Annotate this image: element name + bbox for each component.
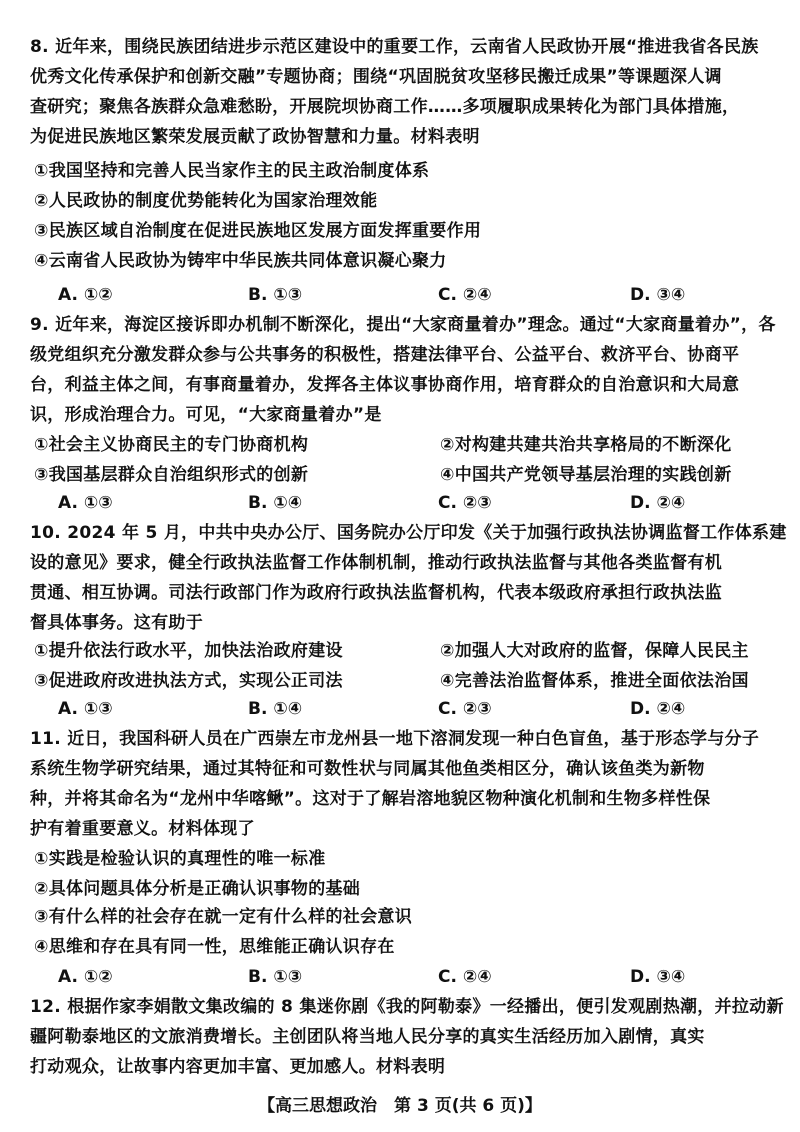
question-9-option-4: ④中国共产党领导基层治理的实践创新 <box>440 465 732 485</box>
question-9-option-2: ②对构建共建共治共享格局的不断深化 <box>440 435 732 455</box>
question-8-answer-d: D. ③④ <box>630 285 686 305</box>
question-8-answer-a: A. ①② <box>58 285 113 305</box>
question-9-answer-c: C. ②③ <box>438 493 492 513</box>
question-8-option-3: ③民族区域自治制度在促进民族地区发展方面发挥重要作用 <box>34 221 482 241</box>
question-9-option-3: ③我国基层群众自治组织形式的创新 <box>34 465 309 485</box>
question-8-option-2: ②人民政协的制度优势能转化为国家治理效能 <box>34 191 378 211</box>
question-11-option-1: ①实践是检验认识的真理性的唯一标准 <box>34 849 326 869</box>
question-11-stem-line: 种，并将其命名为“龙州中华喀鳅”。这对于了解岩溶地貌区物种演化机制和生物多样性保 <box>30 789 711 809</box>
question-11-option-2: ②具体问题具体分析是正确认识事物的基础 <box>34 879 361 899</box>
question-8-stem-line: 8. 近年来，围绕民族团结进步示范区建设中的重要工作，云南省人民政协开展“推进我省各民族 <box>30 37 759 57</box>
question-8-option-1: ①我国坚持和完善人民当家作主的民主政治制度体系 <box>34 161 430 181</box>
question-12-stem-line: 12. 根据作家李娟散文集改编的 8 集迷你剧《我的阿勒泰》一经播出，便引发观剧热潮，并拉动新 <box>30 997 784 1017</box>
question-10-answer-d: D. ②④ <box>630 699 686 719</box>
question-10-answer-b: B. ①④ <box>248 699 303 719</box>
question-11-answer-c: C. ②④ <box>438 967 492 987</box>
question-12-stem-line: 疆阿勒泰地区的文旅消费增长。主创团队将当地人民分享的真实生活经历加入剧情，真实 <box>30 1027 705 1047</box>
question-10-option-3: ③促进政府改进执法方式，实现公正司法 <box>34 671 343 691</box>
question-8-answer-b: B. ①③ <box>248 285 303 305</box>
question-9-stem-line: 识，形成治理合力。可见，“大家商量着办”是 <box>30 405 382 425</box>
question-9-option-1: ①社会主义协商民主的专门协商机构 <box>34 435 309 455</box>
question-11-stem-line: 护有着重要意义。材料体现了 <box>30 819 255 839</box>
question-8-stem-line: 查研究；聚焦各族群众急难愁盼，开展院坝协商工作……多项履职成果转化为部门具体措施， <box>30 97 740 117</box>
page-footer: 【高三思想政治 第 3 页(共 6 页)】 <box>258 1096 542 1116</box>
question-9-stem-line: 级党组织充分激发群众参与公共事务的积极性，搭建法律平台、公益平台、救济平台、协商平 <box>30 345 740 365</box>
question-11-option-3: ③有什么样的社会存在就一定有什么样的社会意识 <box>34 907 412 927</box>
question-10-stem-line: 10. 2024 年 5 月，中共中央办公厅、国务院办公厅印发《关于加强行政执法协调监督工作体系建 <box>30 523 787 543</box>
question-10-answer-c: C. ②③ <box>438 699 492 719</box>
question-11-answer-d: D. ③④ <box>630 967 686 987</box>
question-10-option-4: ④完善法治监督体系，推进全面依法治国 <box>440 671 749 691</box>
question-10-option-1: ①提升依法行政水平，加快法治政府建设 <box>34 641 343 661</box>
question-10-stem-line: 贯通、相互协调。司法行政部门作为政府行政执法监督机构，代表本级政府承担行政执法监 <box>30 583 722 603</box>
question-10-answer-a: A. ①③ <box>58 699 113 719</box>
question-10-stem-line: 督具体事务。这有助于 <box>30 613 203 633</box>
question-9-answer-a: A. ①③ <box>58 493 113 513</box>
question-11-stem-line: 系统生物学研究结果，通过其特征和可数性状与同属其他鱼类相区分，确认该鱼类为新物 <box>30 759 705 779</box>
question-8-stem-line: 为促进民族地区繁荣发展贡献了政协智慧和力量。材料表明 <box>30 127 480 147</box>
question-8-answer-c: C. ②④ <box>438 285 492 305</box>
question-9-stem-line: 9. 近年来，海淀区接诉即办机制不断深化，提出“大家商量着办”理念。通过“大家商量着办”，各 <box>30 315 776 335</box>
question-11-stem-line: 11. 近日，我国科研人员在广西崇左市龙州县一地下溶洞发现一种白色盲鱼，基于形态学与分子 <box>30 729 760 749</box>
question-8-stem-line: 优秀文化传承保护和创新交融”专题协商；围绕“巩固脱贫攻坚移民搬迁成果”等课题深人调 <box>30 67 722 87</box>
question-10-stem-line: 设的意见》要求，健全行政执法监督工作体制机制，推动行政执法监督与其他各类监督有机 <box>30 553 722 573</box>
question-9-answer-d: D. ②④ <box>630 493 686 513</box>
question-11-option-4: ④思维和存在具有同一性，思维能正确认识存在 <box>34 937 395 957</box>
question-8-option-4: ④云南省人民政协为铸牢中华民族共同体意识凝心聚力 <box>34 251 447 271</box>
question-9-stem-line: 台，利益主体之间，有事商量着办，发挥各主体议事协商作用，培育群众的自治意识和大局意 <box>30 375 740 395</box>
question-10-option-2: ②加强人大对政府的监督，保障人民民主 <box>440 641 749 661</box>
question-11-answer-b: B. ①③ <box>248 967 303 987</box>
question-11-answer-a: A. ①② <box>58 967 113 987</box>
question-9-answer-b: B. ①④ <box>248 493 303 513</box>
question-12-stem-line: 打动观众，让故事内容更加丰富、更加感人。材料表明 <box>30 1057 446 1077</box>
